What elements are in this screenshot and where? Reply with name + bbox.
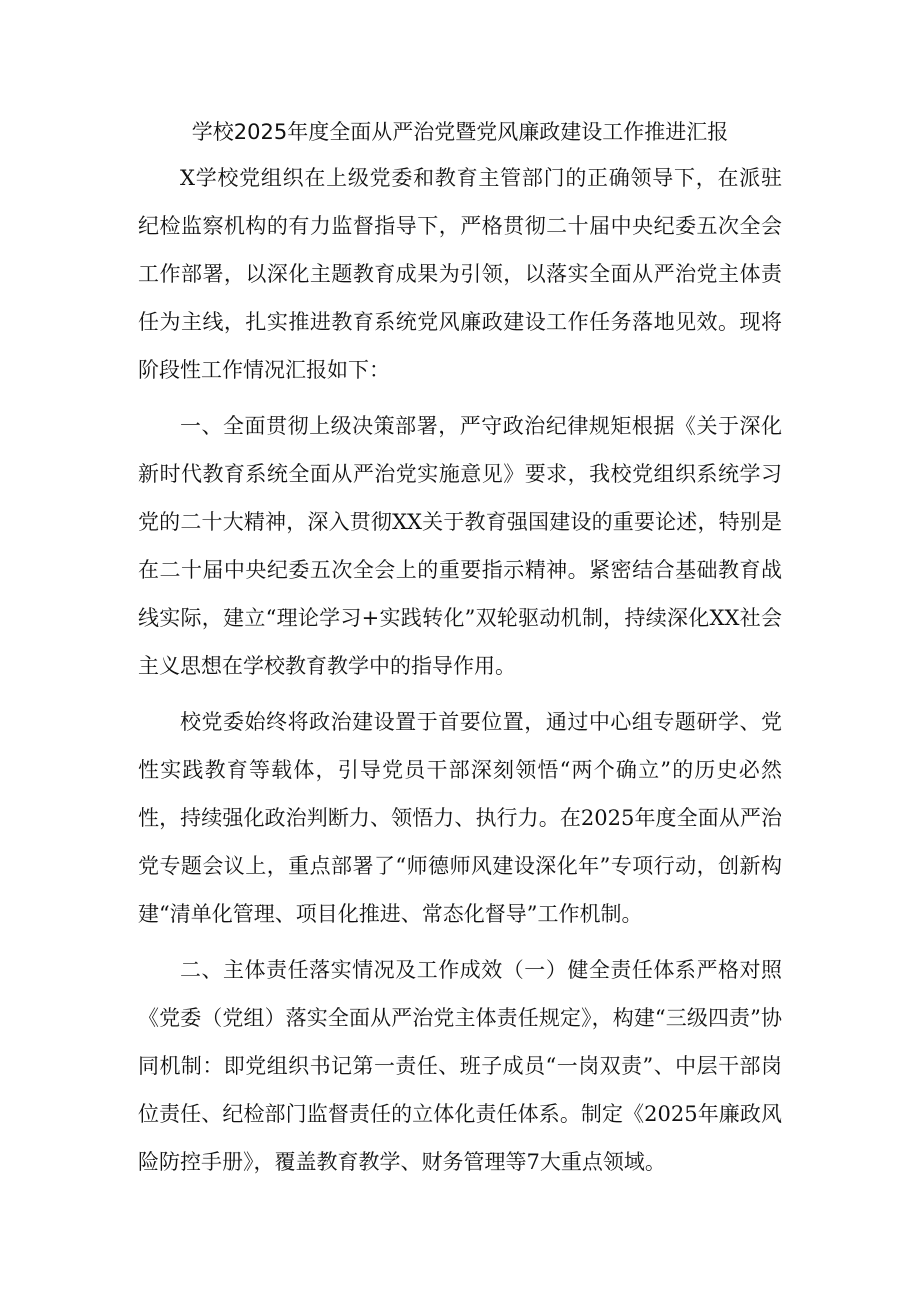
document-title: 学校2025年度全面从严治党暨党风廉政建设工作推进汇报 [191,120,729,144]
paragraph-section-2: 二、主体责任落实情况及工作成效（一）健全责任体系严格对照《党委（党组）落实全面从严治党主体责任规定》，构建“三级四责”协同机制：即党组织书记第一责任、班子成员“一岗双责”、中层干部岗位责任、纪检部门监督责任的立体化责任体系。制定《2025年廉政风险防控手册》，覆盖教育教学、财务管理等7大重点领域。 [138,958,782,1174]
paragraph-political-building: 校党委始终将政治建设置于首要位置，通过中心组专题研学、党性实践教育等载体，引导党员干部深刻领悟“两个确立”的历史必然性，持续强化政治判断力、领悟力、执行力。在2025年度全面从严治党专题会议上，重点部署了“师德师风建设深化年”专项行动，创新构建“清单化管理、项目化推进、常态化督导”工作机制。 [138,710,782,926]
document-body [138,154,782,1194]
paragraph-intro: X学校党组织在上级党委和教育主管部门的正确领导下，在派驻纪检监察机构的有力监督指导下，严格贯彻二十届中央纪委五次全会工作部署，以深化主题教育成果为引领，以落实全面从严治党主体责任为主线，扎实推进教育系统党风廉政建设工作任务落地见效。现将阶段性工作情况汇报如下： [138,166,782,382]
paragraph-section-1: 一、全面贯彻上级决策部署，严守政治纪律规矩根据《关于深化新时代教育系统全面从严治党实施意见》要求，我校党组织系统学习党的二十大精神，深入贯彻XX关于教育强国建设的重要论述，特别是在二十届中央纪委五次全会上的重要指示精神。紧密结合基础教育战线实际，建立“理论学习+实践转化”双轮驱动机制，持续深化XX社会主义思想在学校教育教学中的指导作用。 [138,414,782,678]
